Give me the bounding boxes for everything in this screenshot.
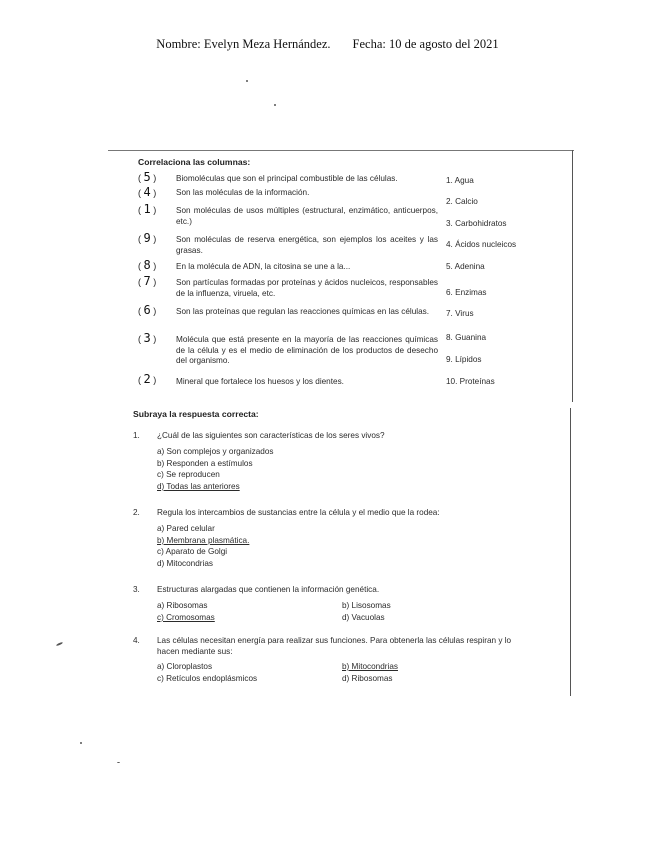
q4-answer-b-underlined: b) Mitocondrias: [342, 662, 398, 671]
q1-answer-b: b) Responden a estímulos: [157, 459, 253, 468]
option-4: 4. Ácidos nucleicos: [446, 240, 517, 249]
option-7: 7. Virus: [446, 309, 474, 318]
statement-1: Biomoléculas que son el principal combustible de las células.: [176, 174, 398, 183]
q4-answer-a: a) Cloroplastos: [157, 662, 213, 671]
question-3-text: Estructuras alargadas que contienen la información genética.: [157, 585, 380, 594]
q2-answer-c: c) Aparato de Golgi: [157, 547, 228, 556]
match-mark-1: ( 5 ): [138, 170, 157, 184]
q1-answer-a: a) Son complejos y organizados: [157, 447, 274, 456]
match-mark-3: ( 1 ): [138, 202, 157, 216]
option-6: 6. Enzimas: [446, 288, 487, 297]
statement-5: En la molécula de ADN, la citosina se une a la...: [176, 262, 351, 271]
speck: [246, 80, 248, 82]
option-10: 10. Proteínas: [446, 377, 495, 386]
scan-mark: [117, 762, 120, 763]
header: [0, 37, 655, 52]
match-mark-9: ( 2 ): [138, 372, 157, 386]
question-1-number: 1.: [133, 431, 140, 440]
match-mark-5: ( 8 ): [138, 258, 157, 272]
q2-answer-b-underlined: b) Membrana plasmática.: [157, 536, 250, 545]
option-1: 1. Agua: [446, 176, 474, 185]
section2-title: Subraya la respuesta correcta:: [133, 409, 259, 419]
q3-answer-b: b) Lisosomas: [342, 601, 391, 610]
match-mark-6: ( 7 ): [138, 274, 157, 288]
statement-9: Mineral que fortalece los huesos y los dientes.: [176, 377, 344, 386]
q1-answer-c: c) Se reproducen: [157, 470, 220, 479]
question-4-number: 4.: [133, 636, 140, 645]
scanned-worksheet: [96, 78, 576, 768]
statement-3: Son moléculas de usos múltiples (estructural, enzimático, anticuerpos, etc.): [176, 206, 438, 226]
statement-8: Molécula que está presente en la mayoría de las reacciones químicas de la célula y es el medio de eliminación de los productos de desecho del organismo.: [176, 335, 438, 366]
q3-answer-c-underlined: c) Cromosomas: [157, 613, 215, 622]
question-3-number: 3.: [133, 585, 140, 594]
match-mark-8: ( 3 ): [138, 331, 157, 345]
q2-answer-a: a) Pared celular: [157, 524, 215, 533]
speck: [274, 104, 276, 106]
statement-2: Son las moléculas de la información.: [176, 188, 310, 197]
statement-7: Son las proteínas que regulan las reacciones químicas en las células.: [176, 307, 430, 316]
question-1-text: ¿Cuál de las siguientes son características de los seres vivos?: [157, 431, 385, 440]
right-border-lower: [570, 408, 571, 696]
statement-6: Son partículas formadas por proteínas y ácidos nucleicos, responsables de la influenza, viruela, etc.: [176, 278, 438, 298]
q4-answer-c: c) Retículos endoplásmicos: [157, 674, 258, 683]
right-border-upper: [572, 150, 573, 402]
q4-answer-d: d) Ribosomas: [342, 674, 393, 683]
match-mark-4: ( 9 ): [138, 231, 157, 245]
q3-answer-a: a) Ribosomas: [157, 601, 208, 610]
option-5: 5. Adenina: [446, 262, 485, 271]
student-name: Nombre: Evelyn Meza Hernández.: [156, 37, 331, 51]
option-9: 9. Lípidos: [446, 355, 482, 364]
q3-answer-d: d) Vacuolas: [342, 613, 385, 622]
question-2-text: Regula los intercambios de sustancias entre la célula y el medio que la rodea:: [157, 508, 440, 517]
question-2-number: 2.: [133, 508, 140, 517]
section1-title: Correlaciona las columnas:: [138, 157, 251, 167]
scan-mark: [56, 642, 63, 647]
q2-answer-d: d) Mitocondrias: [157, 559, 213, 568]
date: Fecha: 10 de agosto del 2021: [352, 37, 499, 51]
q1-answer-d-underlined: d) Todas las anteriores: [157, 482, 240, 491]
option-2: 2. Calcio: [446, 197, 478, 206]
statement-4: Son moléculas de reserva energética, son ejemplos los aceites y las grasas.: [176, 235, 438, 255]
option-8: 8. Guanina: [446, 333, 487, 342]
scan-mark: [80, 742, 82, 744]
option-3: 3. Carbohidratos: [446, 219, 507, 228]
match-mark-2: ( 4 ): [138, 185, 157, 199]
question-4-text: Las células necesitan energía para realizar sus funciones. Para obtenerla las células respiran y lo hacen mediante sus:: [157, 636, 512, 656]
match-mark-7: ( 6 ): [138, 303, 157, 317]
top-border: [108, 150, 574, 151]
